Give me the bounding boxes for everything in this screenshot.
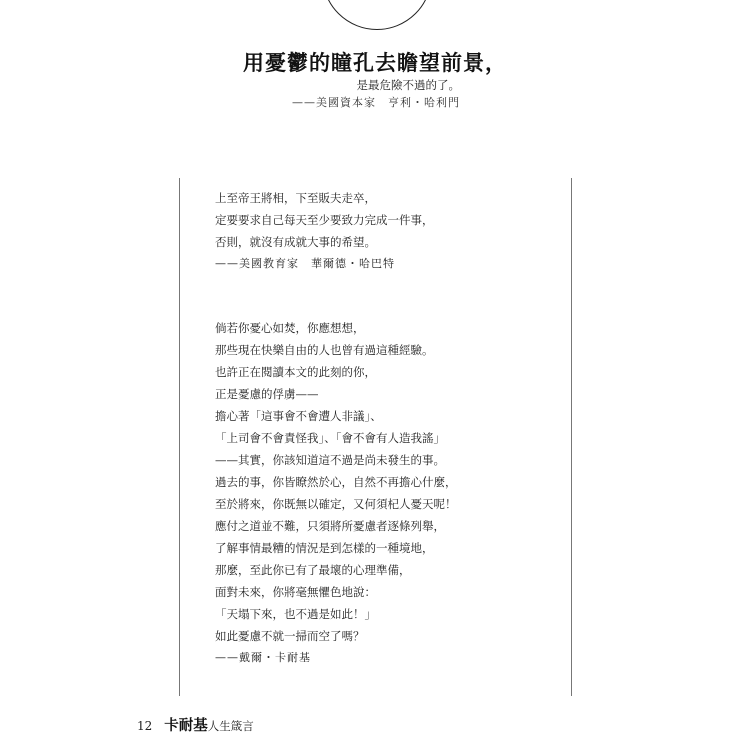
passage-2-line: 擔心著「這事會不會遭人非議」、 — [215, 409, 382, 423]
header-quote-attribution: ——美國資本家 亨利・哈利門 — [292, 96, 460, 109]
passage-2-line: 了解事情最糟的情況是到怎樣的一種境地， — [215, 541, 434, 555]
passage-2-line: 至於將來，你既無以確定，又何須杞人憂天呢！ — [215, 497, 457, 511]
passage-2-line: 過去的事，你皆瞭然於心，自然不再擔心什麼， — [215, 475, 457, 489]
header-quote-subtitle: 是最危險不過的了。 — [356, 78, 460, 92]
passage-1-line: 定要要求自己每天至少要致力完成一件事， — [215, 213, 434, 227]
passage-2-line: 也許正在閱讀本文的此刻的你， — [215, 365, 376, 379]
passage-2-line: ——其實，你該知道這不過是尚未發生的事。 — [215, 453, 445, 467]
passage-1-line: 否則，就沒有成就大事的希望。 — [215, 235, 376, 249]
header-quote-title: 用憂鬱的瞳孔去瞻望前景， — [243, 50, 507, 75]
passage-2-line: 「天塌下來，也不過是如此！」 — [215, 607, 376, 621]
passage-2-line: 倘若你憂心如焚，你應想想， — [215, 321, 365, 335]
passage-2-line: 正是憂慮的俘虜—— — [215, 387, 319, 401]
right-frame-line — [571, 178, 572, 696]
passage-2-line: 「上司會不會責怪我」、「會不會有人造我謠」 — [215, 431, 445, 445]
passage-2-line: 應付之道並不難，只須將所憂慮者逐條列舉， — [215, 519, 445, 533]
passage-1-attribution: ——美國教育家 華爾德・哈巴特 — [215, 257, 395, 270]
passage-1-line: 上至帝王將相，下至販夫走卒， — [215, 191, 376, 205]
decorative-circle — [322, 0, 432, 30]
book-title: 卡耐基 — [164, 717, 208, 734]
passage-2 — [215, 317, 555, 669]
book-subtitle: 人生箴言 — [207, 719, 254, 733]
passage-2-line: 那麼，至此你已有了最壞的心理準備， — [215, 563, 411, 577]
passage-2-line: 面對未來，你將毫無懼色地說： — [215, 585, 376, 599]
passage-2-attribution: ——戴爾・卡耐基 — [215, 651, 311, 664]
left-frame-line — [179, 178, 180, 696]
page-footer — [137, 714, 254, 735]
page-number: 12 — [137, 719, 153, 733]
passage-2-line: 那些現在快樂自由的人也曾有過這種經驗。 — [215, 343, 434, 357]
passage-2-line: 如此憂慮不就一掃而空了嗎？ — [215, 629, 365, 643]
passage-1 — [215, 187, 555, 275]
